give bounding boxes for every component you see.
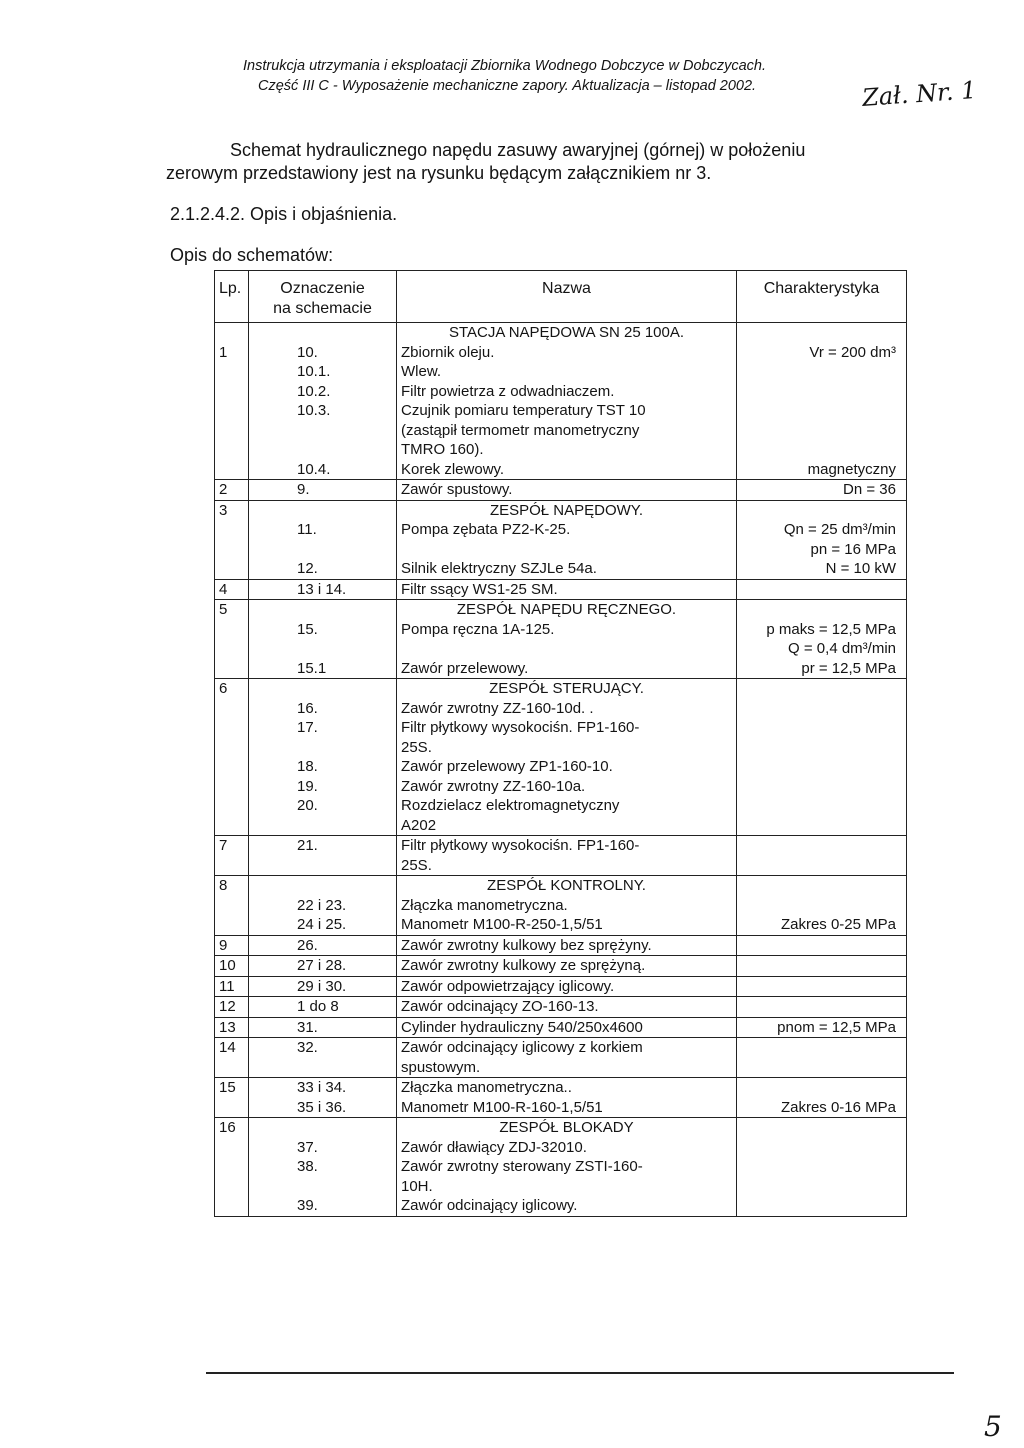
table-caption: Opis do schematów:	[170, 245, 334, 265]
cell-nazwa: Zawór odpowietrzający iglicowy.	[397, 976, 737, 997]
cell-lp	[215, 1138, 249, 1158]
table-row	[215, 997, 907, 1018]
cell-lp: 8	[215, 876, 249, 896]
row-group	[215, 323, 907, 480]
cell-nazwa: Filtr płytkowy wysokociśn. FP1-160-	[397, 718, 737, 738]
cell-charakterystyka	[737, 757, 907, 777]
table-row	[215, 323, 907, 343]
table-row	[215, 460, 907, 480]
cell-oznaczenie: 10.2.	[249, 382, 397, 402]
cell-charakterystyka	[737, 382, 907, 402]
cell-charakterystyka: pr = 12,5 MPa	[737, 659, 907, 679]
cell-oznaczenie: 32.	[249, 1038, 397, 1058]
cell-oznaczenie: 20.	[249, 796, 397, 816]
cell-oznaczenie	[249, 1177, 397, 1197]
cell-charakterystyka: Zakres 0-16 MPa	[737, 1098, 907, 1118]
table-row	[215, 1058, 907, 1078]
cell-nazwa: Zawór zwrotny sterowany ZSTI-160-	[397, 1157, 737, 1177]
cell-charakterystyka	[737, 876, 907, 896]
table-row	[215, 935, 907, 956]
cell-nazwa: Czujnik pomiaru temperatury TST 10	[397, 401, 737, 421]
cell-nazwa: Zawór zwrotny ZZ-160-10d. .	[397, 699, 737, 719]
cell-oznaczenie	[249, 600, 397, 620]
row-group	[215, 480, 907, 501]
cell-nazwa: Filtr płytkowy wysokociśn. FP1-160-	[397, 836, 737, 856]
cell-lp: 2	[215, 480, 249, 501]
header-oznaczenie-line-1: Oznaczenie	[280, 280, 365, 297]
cell-oznaczenie: 35 i 36.	[249, 1098, 397, 1118]
cell-lp: 3	[215, 500, 249, 520]
table-row	[215, 757, 907, 777]
table-row	[215, 362, 907, 382]
cell-charakterystyka	[737, 1058, 907, 1078]
cell-lp	[215, 777, 249, 797]
table-row	[215, 480, 907, 501]
cell-nazwa: Rozdzielacz elektromagnetyczny	[397, 796, 737, 816]
header-oznaczenie	[249, 271, 397, 323]
cell-nazwa: Zawór przelewowy.	[397, 659, 737, 679]
table-row	[215, 579, 907, 600]
cell-charakterystyka	[737, 935, 907, 956]
cell-charakterystyka: pn = 16 MPa	[737, 540, 907, 560]
cell-charakterystyka	[737, 323, 907, 343]
cell-lp: 1	[215, 343, 249, 363]
table-row	[215, 1098, 907, 1118]
cell-charakterystyka: p maks = 12,5 MPa	[737, 620, 907, 640]
table-row	[215, 659, 907, 679]
cell-lp: 4	[215, 579, 249, 600]
running-header-line-1: Instrukcja utrzymania i eksploatacji Zbiornika Wodnego Dobczyce w Dobczycach.	[243, 58, 767, 74]
cell-oznaczenie: 38.	[249, 1157, 397, 1177]
table-row	[215, 699, 907, 719]
cell-oznaczenie	[249, 421, 397, 441]
cell-nazwa: Zawór odcinający iglicowy z korkiem	[397, 1038, 737, 1058]
cell-lp: 5	[215, 600, 249, 620]
cell-charakterystyka	[737, 1038, 907, 1058]
cell-oznaczenie	[249, 500, 397, 520]
cell-nazwa: Silnik elektryczny SZJLe 54a.	[397, 559, 737, 579]
cell-charakterystyka: N = 10 kW	[737, 559, 907, 579]
cell-lp	[215, 362, 249, 382]
cell-nazwa: ZESPÓŁ STERUJĄCY.	[397, 679, 737, 699]
cell-oznaczenie: 22 i 23.	[249, 896, 397, 916]
row-group	[215, 679, 907, 836]
cell-nazwa: Zawór przelewowy ZP1-160-10.	[397, 757, 737, 777]
cell-charakterystyka	[737, 976, 907, 997]
cell-lp: 7	[215, 836, 249, 856]
cell-oznaczenie: 16.	[249, 699, 397, 719]
row-group	[215, 1038, 907, 1078]
cell-oznaczenie: 11.	[249, 520, 397, 540]
intro-paragraph-line-2: zerowym przedstawiony jest na rysunku będącym załącznikiem nr 3.	[166, 163, 712, 183]
cell-oznaczenie: 27 i 28.	[249, 956, 397, 977]
cell-oznaczenie: 10.1.	[249, 362, 397, 382]
cell-oznaczenie	[249, 679, 397, 699]
cell-oznaczenie: 15.	[249, 620, 397, 640]
table-row	[215, 600, 907, 620]
cell-charakterystyka	[737, 816, 907, 836]
cell-nazwa: 25S.	[397, 856, 737, 876]
cell-nazwa: STACJA NAPĘDOWA SN 25 100A.	[397, 323, 737, 343]
cell-charakterystyka	[737, 401, 907, 421]
cell-nazwa: Zawór spustowy.	[397, 480, 737, 501]
table-row	[215, 639, 907, 659]
cell-charakterystyka	[737, 1078, 907, 1098]
cell-nazwa	[397, 639, 737, 659]
cell-oznaczenie: 39.	[249, 1196, 397, 1216]
cell-charakterystyka: Dn = 36	[737, 480, 907, 501]
header-nazwa: Nazwa	[397, 271, 737, 323]
section-heading: 2.1.2.4.2. Opis i objaśnienia.	[170, 204, 398, 224]
cell-charakterystyka	[737, 836, 907, 856]
table-row	[215, 679, 907, 699]
cell-lp	[215, 757, 249, 777]
cell-oznaczenie	[249, 639, 397, 659]
cell-lp	[215, 659, 249, 679]
table-row	[215, 440, 907, 460]
cell-lp	[215, 1157, 249, 1177]
cell-nazwa: 25S.	[397, 738, 737, 758]
table-row	[215, 1017, 907, 1038]
cell-oznaczenie: 17.	[249, 718, 397, 738]
cell-nazwa: ZESPÓŁ BLOKADY	[397, 1118, 737, 1138]
cell-oznaczenie: 1 do 8	[249, 997, 397, 1018]
cell-nazwa: Zawór dławiący ZDJ-32010.	[397, 1138, 737, 1158]
table-row	[215, 343, 907, 363]
header-charakterystyka: Charakterystyka	[737, 271, 907, 323]
cell-charakterystyka: pnom = 12,5 MPa	[737, 1017, 907, 1038]
cell-oznaczenie	[249, 738, 397, 758]
cell-nazwa: Wlew.	[397, 362, 737, 382]
table-row	[215, 520, 907, 540]
cell-charakterystyka	[737, 421, 907, 441]
cell-lp	[215, 896, 249, 916]
row-group	[215, 1118, 907, 1217]
cell-charakterystyka	[737, 1196, 907, 1216]
cell-lp	[215, 1058, 249, 1078]
cell-nazwa: Pompa ręczna 1A-125.	[397, 620, 737, 640]
table-row	[215, 1138, 907, 1158]
cell-charakterystyka: Qn = 25 dm³/min	[737, 520, 907, 540]
cell-lp	[215, 520, 249, 540]
table-row	[215, 401, 907, 421]
cell-nazwa: Korek zlewowy.	[397, 460, 737, 480]
row-group	[215, 976, 907, 997]
table-row	[215, 777, 907, 797]
cell-charakterystyka	[737, 796, 907, 816]
cell-oznaczenie: 10.4.	[249, 460, 397, 480]
cell-lp	[215, 738, 249, 758]
row-group	[215, 1078, 907, 1118]
cell-oznaczenie: 15.1	[249, 659, 397, 679]
cell-lp	[215, 816, 249, 836]
cell-charakterystyka	[737, 777, 907, 797]
table-row	[215, 738, 907, 758]
cell-oznaczenie: 9.	[249, 480, 397, 501]
table-bottom-rule	[206, 1372, 954, 1374]
cell-nazwa: Filtr powietrza z odwadniaczem.	[397, 382, 737, 402]
handwritten-attachment-note: Zał. Nr. 1	[861, 76, 978, 112]
table-row	[215, 976, 907, 997]
cell-charakterystyka	[737, 579, 907, 600]
cell-oznaczenie	[249, 876, 397, 896]
cell-charakterystyka	[737, 362, 907, 382]
cell-lp	[215, 382, 249, 402]
table-row	[215, 620, 907, 640]
table-row	[215, 896, 907, 916]
cell-lp	[215, 620, 249, 640]
cell-lp	[215, 639, 249, 659]
row-group	[215, 600, 907, 679]
cell-oznaczenie	[249, 440, 397, 460]
cell-nazwa: ZESPÓŁ NAPĘDU RĘCZNEGO.	[397, 600, 737, 620]
running-header-line-2: Część III C - Wyposażenie mechaniczne zapory. Aktualizacja – listopad 2002.	[258, 78, 757, 94]
cell-oznaczenie: 24 i 25.	[249, 915, 397, 935]
cell-lp	[215, 440, 249, 460]
cell-lp: 14	[215, 1038, 249, 1058]
cell-lp: 16	[215, 1118, 249, 1138]
cell-oznaczenie: 37.	[249, 1138, 397, 1158]
table-row	[215, 915, 907, 935]
intro-paragraph-line-1: Schemat hydraulicznego napędu zasuwy awaryjnej (górnej) w położeniu	[230, 140, 806, 160]
table-row	[215, 1078, 907, 1098]
cell-charakterystyka	[737, 699, 907, 719]
cell-nazwa: Złączka manometryczna..	[397, 1078, 737, 1098]
cell-charakterystyka	[737, 956, 907, 977]
cell-oznaczenie: 29 i 30.	[249, 976, 397, 997]
cell-lp	[215, 559, 249, 579]
cell-oznaczenie	[249, 816, 397, 836]
table-header-row	[215, 271, 907, 323]
cell-lp	[215, 1177, 249, 1197]
cell-charakterystyka	[737, 500, 907, 520]
row-group	[215, 579, 907, 600]
cell-lp: 12	[215, 997, 249, 1018]
table-row	[215, 718, 907, 738]
cell-oznaczenie: 31.	[249, 1017, 397, 1038]
cell-nazwa: spustowym.	[397, 1058, 737, 1078]
cell-charakterystyka	[737, 856, 907, 876]
header-lp: Lp.	[215, 271, 249, 323]
table-row	[215, 540, 907, 560]
cell-lp	[215, 796, 249, 816]
cell-lp: 10	[215, 956, 249, 977]
cell-lp	[215, 540, 249, 560]
cell-charakterystyka: Q = 0,4 dm³/min	[737, 639, 907, 659]
cell-nazwa: ZESPÓŁ KONTROLNY.	[397, 876, 737, 896]
cell-charakterystyka	[737, 600, 907, 620]
table-row	[215, 1196, 907, 1216]
table-row	[215, 816, 907, 836]
cell-lp	[215, 421, 249, 441]
header-oznaczenie-line-2: na schemacie	[273, 299, 372, 317]
cell-charakterystyka: Zakres 0-25 MPa	[737, 915, 907, 935]
cell-lp	[215, 460, 249, 480]
table-header	[215, 271, 907, 323]
cell-nazwa: Pompa zębata PZ2-K-25.	[397, 520, 737, 540]
cell-nazwa: TMRO 160).	[397, 440, 737, 460]
row-group	[215, 836, 907, 876]
cell-oznaczenie	[249, 1118, 397, 1138]
page-number: 5	[984, 1410, 1002, 1443]
cell-lp: 13	[215, 1017, 249, 1038]
cell-nazwa: Złączka manometryczna.	[397, 896, 737, 916]
cell-oznaczenie	[249, 1058, 397, 1078]
cell-nazwa	[397, 540, 737, 560]
table-row	[215, 956, 907, 977]
table-row	[215, 382, 907, 402]
cell-oznaczenie: 21.	[249, 836, 397, 856]
table-row	[215, 1118, 907, 1138]
cell-lp: 9	[215, 935, 249, 956]
table-row	[215, 421, 907, 441]
cell-lp	[215, 699, 249, 719]
cell-lp	[215, 1196, 249, 1216]
cell-oznaczenie: 10.3.	[249, 401, 397, 421]
cell-oznaczenie: 13 i 14.	[249, 579, 397, 600]
cell-nazwa: Zawór zwrotny kulkowy bez sprężyny.	[397, 935, 737, 956]
table-row	[215, 559, 907, 579]
cell-nazwa: Manometr M100-R-250-1,5/51	[397, 915, 737, 935]
cell-lp	[215, 401, 249, 421]
cell-charakterystyka	[737, 440, 907, 460]
cell-oznaczenie: 19.	[249, 777, 397, 797]
cell-nazwa: (zastąpił termometr manometryczny	[397, 421, 737, 441]
components-table	[214, 270, 907, 1217]
table-row	[215, 1038, 907, 1058]
cell-charakterystyka	[737, 1118, 907, 1138]
cell-oznaczenie: 10.	[249, 343, 397, 363]
table-row	[215, 1177, 907, 1197]
cell-lp	[215, 323, 249, 343]
table-row	[215, 500, 907, 520]
cell-lp: 6	[215, 679, 249, 699]
cell-nazwa: ZESPÓŁ NAPĘDOWY.	[397, 500, 737, 520]
table-row	[215, 876, 907, 896]
cell-nazwa: Cylinder hydrauliczny 540/250x4600	[397, 1017, 737, 1038]
cell-charakterystyka	[737, 997, 907, 1018]
cell-oznaczenie: 26.	[249, 935, 397, 956]
cell-charakterystyka	[737, 718, 907, 738]
table-row	[215, 796, 907, 816]
row-group	[215, 997, 907, 1018]
cell-oznaczenie: 18.	[249, 757, 397, 777]
cell-lp: 11	[215, 976, 249, 997]
cell-nazwa: Manometr M100-R-160-1,5/51	[397, 1098, 737, 1118]
cell-charakterystyka	[737, 1177, 907, 1197]
cell-lp: 15	[215, 1078, 249, 1098]
cell-charakterystyka	[737, 1138, 907, 1158]
row-group	[215, 956, 907, 977]
cell-lp	[215, 718, 249, 738]
cell-nazwa: Filtr ssący WS1-25 SM.	[397, 579, 737, 600]
cell-nazwa: A202	[397, 816, 737, 836]
cell-lp	[215, 1098, 249, 1118]
cell-oznaczenie	[249, 323, 397, 343]
cell-charakterystyka	[737, 1157, 907, 1177]
cell-oznaczenie	[249, 540, 397, 560]
cell-nazwa: Zbiornik oleju.	[397, 343, 737, 363]
row-group	[215, 500, 907, 579]
table-row	[215, 836, 907, 856]
cell-nazwa: 10H.	[397, 1177, 737, 1197]
cell-charakterystyka: magnetyczny	[737, 460, 907, 480]
cell-charakterystyka	[737, 679, 907, 699]
cell-charakterystyka	[737, 896, 907, 916]
cell-charakterystyka: Vr = 200 dm³	[737, 343, 907, 363]
cell-lp	[215, 856, 249, 876]
cell-nazwa: Zawór odcinający iglicowy.	[397, 1196, 737, 1216]
cell-oznaczenie: 12.	[249, 559, 397, 579]
table-row	[215, 1157, 907, 1177]
row-group	[215, 935, 907, 956]
row-group	[215, 876, 907, 936]
cell-oznaczenie	[249, 856, 397, 876]
cell-nazwa: Zawór odcinający ZO-160-13.	[397, 997, 737, 1018]
table-row	[215, 856, 907, 876]
cell-charakterystyka	[737, 738, 907, 758]
cell-oznaczenie: 33 i 34.	[249, 1078, 397, 1098]
cell-nazwa: Zawór zwrotny kulkowy ze sprężyną.	[397, 956, 737, 977]
cell-lp	[215, 915, 249, 935]
row-group	[215, 1017, 907, 1038]
cell-nazwa: Zawór zwrotny ZZ-160-10a.	[397, 777, 737, 797]
